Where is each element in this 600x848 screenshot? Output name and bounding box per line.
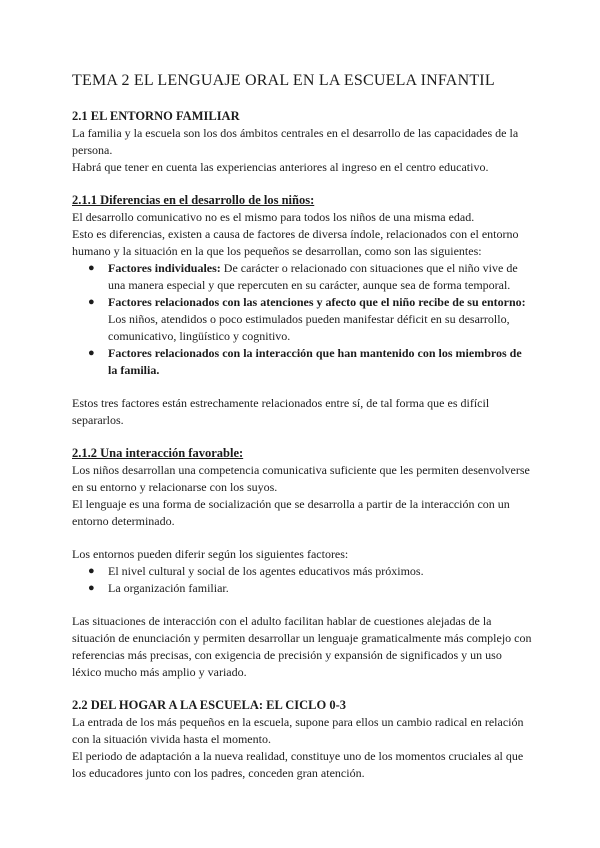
section-2-1-2-paragraph-3: Los entornos pueden diferir según los siguientes factores: [72, 547, 349, 561]
bullet-icon: ● [88, 296, 95, 308]
bullet-icon: ● [88, 582, 95, 594]
bullet-icon: ● [88, 565, 95, 577]
bullet-icon: ● [88, 262, 95, 274]
factor-text: De carácter o relacionado con situaciones que el niño vive de una manera especial y que repercuten en su carácter, aunque sea de forma temporal. [108, 261, 518, 292]
section-2-1-1-heading: 2.1.1 Diferencias en el desarrollo de los niños: [72, 193, 315, 207]
section-2-1-heading: 2.1 EL ENTORNO FAMILIAR [72, 109, 240, 123]
factor-title: Factores relacionados con las atenciones y afecto que el niño recibe de su entorno: [108, 295, 526, 309]
section-2-1-2-heading: 2.1.2 Una interacción favorable: [72, 446, 244, 460]
section-2-1-paragraph-2: Habrá que tener en cuenta las experiencias anteriores al ingreso en el centro educativo. [72, 160, 489, 174]
list-item [72, 260, 532, 294]
list-item [72, 580, 532, 597]
document-title: TEMA 2 EL LENGUAJE ORAL EN LA ESCUELA INFANTIL [72, 72, 495, 89]
list-item-text: El nivel cultural y social de los agentes educativos más próximos. [108, 564, 424, 578]
section-2-1-2-paragraph-1: Los niños desarrollan una competencia comunicativa suficiente que les permiten desenvolverse en su entorno y relacionarse con los suyos. [72, 463, 530, 494]
environment-factors-list [72, 563, 532, 597]
factor-title: Factores individuales: [108, 261, 221, 275]
factors-list [72, 260, 532, 379]
factor-text: Los niños, atendidos o poco estimulados pueden manifestar déficit en su desarrollo, comunicativo, lingüístico y cognitivo. [108, 312, 510, 343]
section-2-1-2-paragraph-4: Las situaciones de interacción con el adulto facilitan hablar de cuestiones alejadas de la situación de enunciación y permiten desarrollar un lenguaje gramaticalmente más complejo con referencias más precisas, con exigencia de precisión y expansión de significados y un uso léxico mucho más amplio y variado. [72, 614, 532, 679]
section-2-2-paragraph-2: El periodo de adaptación a la nueva realidad, constituye uno de los momentos cruciales al que los educadores junto con los padres, conceden gran atención. [72, 749, 524, 780]
factor-title: Factores relacionados con la interacción que han mantenido con los miembros de la familia. [108, 346, 522, 377]
section-2-2-paragraph-1: La entrada de los más pequeños en la escuela, supone para ellos un cambio radical en relación con la situación vivida hasta el momento. [72, 715, 524, 746]
list-item [72, 345, 532, 379]
section-2-1-paragraph-1: La familia y la escuela son los dos ámbitos centrales en el desarrollo de las capacidades de la persona. [72, 126, 519, 157]
section-2-1-1-paragraph-3: Estos tres factores están estrechamente relacionados entre sí, de tal forma que es difícil separarlos. [72, 396, 490, 427]
list-item [72, 563, 532, 580]
bullet-icon: ● [88, 347, 95, 359]
section-2-2-heading: 2.2 DEL HOGAR A LA ESCUELA: EL CICLO 0-3 [72, 698, 347, 712]
list-item [72, 294, 532, 345]
section-2-1-1-paragraph-1: El desarrollo comunicativo no es el mismo para todos los niños de una misma edad. [72, 210, 475, 224]
document-page [72, 72, 532, 782]
list-item-text: La organización familiar. [108, 581, 229, 595]
section-2-1-1-paragraph-2: Esto es diferencias, existen a causa de factores de diversa índole, relacionados con el entorno humano y la situación en la que los pequeños se desarrollan, como son las siguientes: [72, 227, 519, 258]
section-2-1-2-paragraph-2: El lenguaje es una forma de socialización que se desarrolla a partir de la interacción con un entorno determinado. [72, 497, 510, 528]
